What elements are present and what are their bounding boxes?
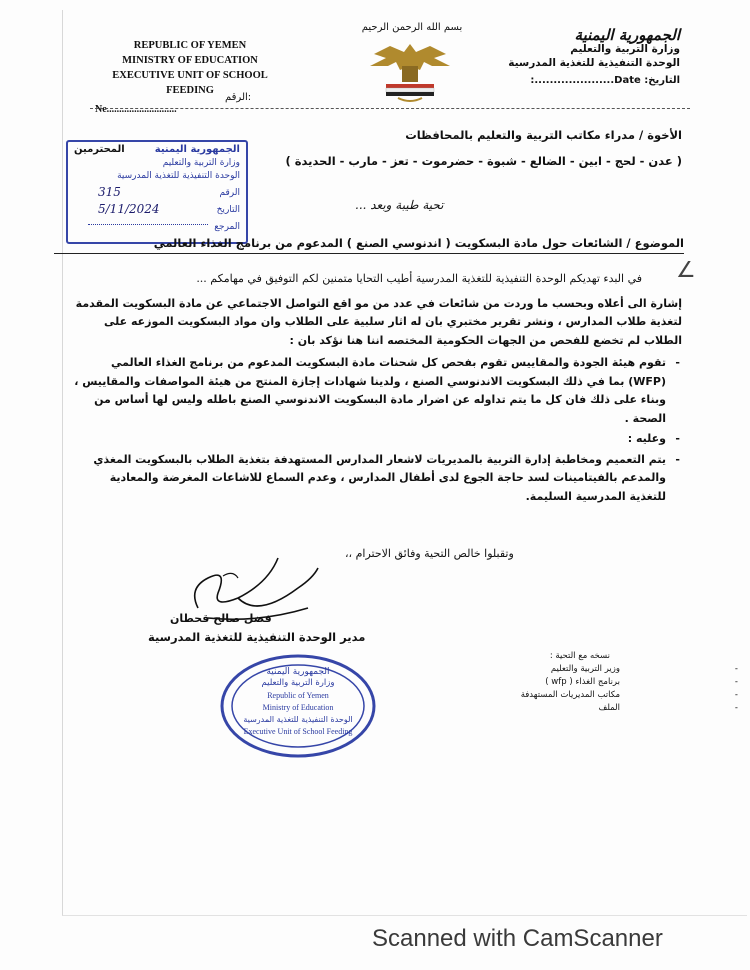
stamp-label-date: التاريخ — [216, 205, 240, 215]
addressee-line1: الأخوة / مدراء مكاتب التربية والتعليم بالمحافظات — [405, 128, 682, 142]
stamp-value-number: 315 — [98, 185, 121, 199]
header-english — [95, 38, 285, 117]
distribution-item: - الملف — [495, 702, 620, 715]
addressee-governorates: ( عدن - لحج - ابين - الضالع - شبوة - حضرموت - تعز - مارب - الحديدة ) — [285, 154, 682, 168]
header-en-line3: EXECUTIVE UNIT OF SCHOOL FEEDING — [112, 70, 268, 96]
basmala: بسم الله الرحمن الرحيم — [361, 22, 463, 33]
header-en-line2: MINISTRY OF EDUCATION — [122, 55, 258, 66]
body-bullet-2: - وعليه : — [72, 430, 666, 449]
round-stamp-top: الجمهورية اليمنية — [266, 667, 330, 677]
stamp-label-number: الرقم — [219, 188, 240, 198]
stamp-heading: المحترمين — [74, 144, 125, 155]
body-intro: في البدء تهديكم الوحدة التنفيذية للتغذية المدرسية أطيب التحايا متمنين لكم التوفيق في مهامكم ... — [196, 272, 642, 285]
reference-number-label-ar: الرقم: — [225, 92, 252, 103]
header-divider — [90, 108, 690, 109]
stamp-line2: وزارة التربية والتعليم — [162, 158, 240, 168]
header-arabic — [470, 28, 680, 88]
greeting: تحية طيبة وبعد ... — [355, 198, 444, 212]
round-stamp-ar-bottom: الوحدة التنفيذية للتغذية المدرسية — [243, 715, 353, 724]
addressee — [122, 122, 682, 174]
distribution-item: - مكاتب المديريات المستهدفة — [495, 689, 620, 702]
closing-line: وتقبلوا خالص التحية وفائق الاحترام ،، — [345, 547, 514, 560]
body-bullet-1: - تقوم هيئة الجودة والمقاييس تقوم بفحص كل شحنات مادة البسكويت المدعوم من برنامج الغذاء العالمي (WFP) بما في ذلك البسكويت الاندنوسي الصنع ، ولدينا شهادات إجازة المنتج من هيئة المواصفات والمقاييس ، وبناء على ذلك فان كل ما يتم تداوله عن اضرار مادة البسكويت الاندنوسي الصنع باطله وليس لها أساس من الصحة . — [72, 354, 666, 428]
signatory-name: فضل صالح قحطان — [170, 612, 272, 625]
round-stamp-en2: Ministry of Education — [262, 703, 334, 712]
distribution-list — [495, 650, 620, 715]
reference-number-field: Ne............................ — [95, 104, 177, 115]
stamp-label-ref: المرجع — [214, 222, 240, 232]
distribution-item: - برنامج الغذاء ( wfp ) — [495, 676, 620, 689]
header-ar-line1: وزارة التربية والتعليم — [570, 43, 680, 55]
body-paragraph-1: إشارة الى أعلاه وبحسب ما وردت من شائعات في عدد من مو اقع التواصل الاجتماعي عن مادة البسكويت المقدمة لتغذية طلاب المدارس ، ونشر تقرير مختبري بان له اثار سلبية على الطلاب وان مواد البسكويت الموزعه على الطلاب لم تخضع للفحص من الجهات الحكومية المختصه اننا هنا نؤكد بان : — [75, 296, 682, 347]
distribution-head: نسخه مع التحية : — [549, 651, 610, 661]
date-field: التاريخ: Date.....................: — [530, 75, 680, 86]
round-stamp-en3: Executive Unit of School Feeding — [243, 727, 353, 736]
body-bullet-3: - يتم التعميم ومخاطبة إدارة التربية بالمديريات لاشعار المدارس المستهدفة بتغذية الطلاب بالبسكويت المغذي والمدعم بالفيتامينات لسد حاجة الجوع لدى أطفال المدارس ، وعدم السماع للاشاعات المغرضة والمعادية للتغذية المدرسية السليمة. — [72, 451, 666, 507]
round-stamp-en1: Republic of Yemen — [267, 691, 329, 700]
official-round-stamp — [218, 652, 378, 760]
stamp-line1: الجمهورية اليمنية — [154, 144, 240, 155]
yemen-emblem-icon — [360, 36, 460, 106]
header-ar-script-title: الجمهورية اليمنية — [574, 26, 680, 44]
signatory-title: مدير الوحدة التنفيذية للتغذية المدرسية — [148, 630, 366, 644]
round-stamp-middle: وزارة التربية والتعليم — [261, 678, 335, 688]
letter-body — [72, 270, 682, 508]
header-en-line1: REPUBLIC OF YEMEN — [133, 40, 247, 51]
camscanner-watermark: Scanned with CamScanner — [372, 925, 663, 952]
margin-mark: ∠ — [676, 258, 696, 283]
subject-line: الموضوع / الشائعات حول مادة البسكويت ( اندنوسي الصنع ) المدعوم من برنامج الغذاء العالمي — [54, 236, 684, 254]
stamp-ref-line — [88, 224, 208, 225]
stamp-value-date: 5/11/2024 — [98, 202, 160, 216]
distribution-item: - وزير التربية والتعليم — [495, 663, 620, 676]
stamp-line3: الوحدة التنفيذية للتغذية المدرسية — [117, 171, 240, 181]
body-bullets — [72, 354, 682, 506]
header-ar-line2: الوحدة التنفيذية للتغذية المدرسية — [508, 57, 680, 69]
